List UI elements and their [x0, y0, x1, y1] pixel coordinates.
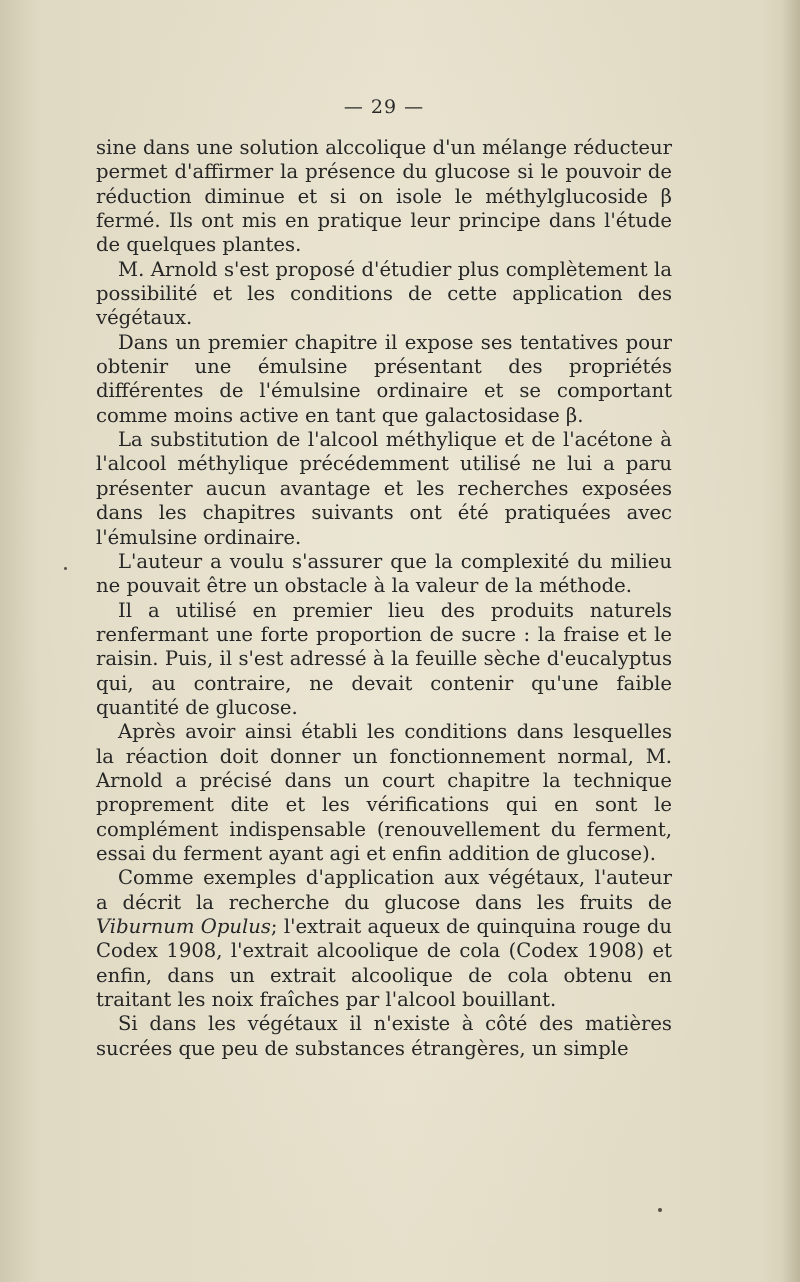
paragraph-6: Il a utilisé en premier lieu des produits naturels renfermant une forte proportion de sucre : la fraise et le raisin. Puis, il s'est adressé à la feuille sèche d'eucalyptus qui, au contraire, ne devait contenir qu'une faible quantité de glucose.	[96, 598, 672, 719]
species-name: Viburnum Opulus	[96, 915, 271, 938]
paragraph-4: La substitution de l'alcool méthylique et de l'acétone à l'alcool méthylique précédemment utilisé ne lui a paru présenter aucun avantage et les recherches exposées dans les chapitres suivants ont été pratiquées avec l'émulsine ordinaire.	[96, 428, 672, 549]
page-edge-shadow	[782, 0, 800, 1282]
paragraph-7: Après avoir ainsi établi les conditions dans lesquelles la réaction doit donner un fonctionnement normal, M. Arnold a précisé dans un court chapitre la technique proprement dite et les vérifications qui en sont le complément indispensable (renouvellement du ferment, essai du ferment ayant agi et enfin addition de glucose).	[96, 720, 672, 865]
paragraph-3: Dans un premier chapitre il expose ses tentatives pour obtenir une émulsine présentant des propriétés différentes de l'émulsine ordinaire et se comportant comme moins active en tant que galactosidase β.	[96, 330, 672, 427]
paragraph-8	[96, 866, 672, 1012]
paragraph-2: M. Arnold s'est proposé d'étudier plus complètement la possibilité et les conditions de cette application des végétaux.	[96, 257, 672, 330]
paragraph-5: L'auteur a voulu s'assurer que la complexité du milieu ne pouvait être un obstacle à la valeur de la méthode.	[96, 549, 672, 598]
body-text	[96, 136, 672, 1061]
paper-speck	[64, 567, 67, 570]
page-number: — 29 —	[343, 96, 425, 118]
paragraph-1: sine dans une solution alccolique d'un mélange réducteur permet d'affirmer la présence du glucose si le pouvoir de réduction diminue et si on isole le méthylglucoside β fermé. Ils ont mis en pratique leur principe dans l'étude de quelques plantes.	[96, 136, 672, 257]
paper-speck	[658, 1208, 662, 1212]
paragraph-9: Si dans les végétaux il n'existe à côté des matières sucrées que peu de substances étrangères, un simple	[96, 1012, 672, 1060]
paragraph-8-after: ; l'extrait aqueux de quinquina rouge du Codex 1908, l'extrait alcoolique de cola (Codex 1908) et enfin, dans un extrait alcoolique de cola obtenu en traitant les noix fraîches par l'alcool bouillant.	[96, 915, 672, 1012]
paragraph-8-before: Comme exemples d'application aux végétaux, l'auteur a décrit la recherche du glucose dans les fruits de	[96, 866, 672, 914]
